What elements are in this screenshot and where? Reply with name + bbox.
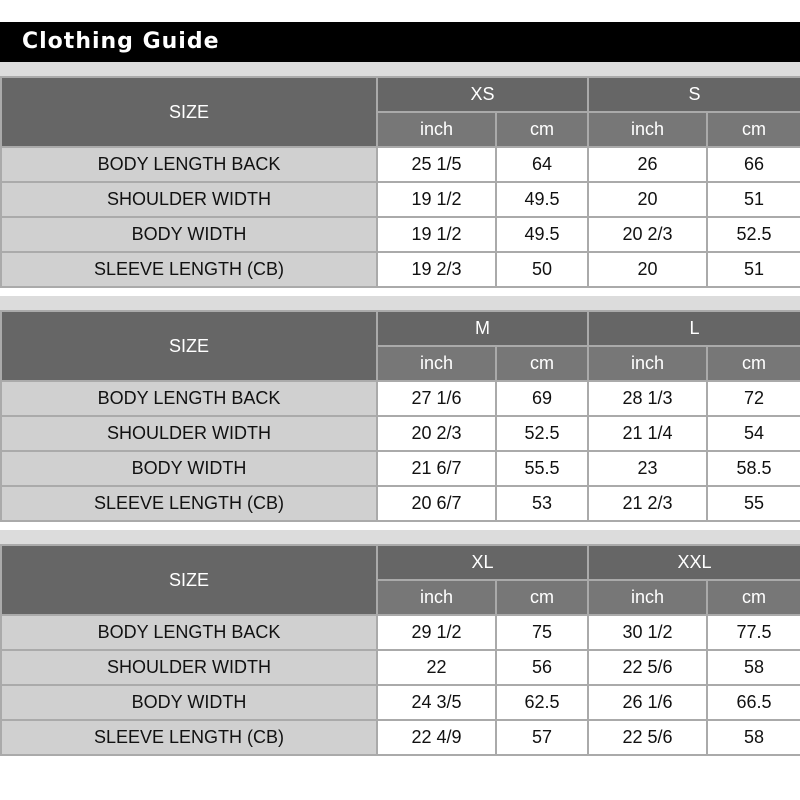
measurement-label: SHOULDER WIDTH bbox=[1, 416, 377, 451]
value-cm: 75 bbox=[496, 615, 588, 650]
size-header: SIZE bbox=[1, 311, 377, 381]
table-row bbox=[1, 182, 800, 217]
unit-inch-header: inch bbox=[588, 346, 707, 381]
value-inch: 29 1/2 bbox=[377, 615, 496, 650]
value-cm: 51 bbox=[707, 182, 800, 217]
value-inch: 25 1/5 bbox=[377, 147, 496, 182]
size-column-header: XS bbox=[377, 77, 588, 112]
value-inch: 20 2/3 bbox=[588, 217, 707, 252]
value-inch: 24 3/5 bbox=[377, 685, 496, 720]
value-inch: 28 1/3 bbox=[588, 381, 707, 416]
table-row bbox=[1, 252, 800, 287]
value-inch: 20 bbox=[588, 182, 707, 217]
value-inch: 30 1/2 bbox=[588, 615, 707, 650]
value-inch: 26 bbox=[588, 147, 707, 182]
measurement-label: BODY WIDTH bbox=[1, 217, 377, 252]
table-row bbox=[1, 720, 800, 755]
value-inch: 22 bbox=[377, 650, 496, 685]
value-cm: 58 bbox=[707, 650, 800, 685]
value-cm: 53 bbox=[496, 486, 588, 521]
size-table-block bbox=[0, 530, 800, 756]
value-inch: 19 1/2 bbox=[377, 217, 496, 252]
value-cm: 69 bbox=[496, 381, 588, 416]
value-cm: 57 bbox=[496, 720, 588, 755]
value-cm: 66.5 bbox=[707, 685, 800, 720]
value-cm: 66 bbox=[707, 147, 800, 182]
value-inch: 22 4/9 bbox=[377, 720, 496, 755]
table-row bbox=[1, 217, 800, 252]
header-row-sizes bbox=[1, 545, 800, 580]
measurement-label: BODY WIDTH bbox=[1, 451, 377, 486]
measurement-label: SHOULDER WIDTH bbox=[1, 650, 377, 685]
unit-cm-header: cm bbox=[707, 580, 800, 615]
size-column-header: L bbox=[588, 311, 800, 346]
header-row-sizes bbox=[1, 77, 800, 112]
value-cm: 55.5 bbox=[496, 451, 588, 486]
value-cm: 58.5 bbox=[707, 451, 800, 486]
value-inch: 20 6/7 bbox=[377, 486, 496, 521]
unit-cm-header: cm bbox=[496, 346, 588, 381]
measurement-label: SHOULDER WIDTH bbox=[1, 182, 377, 217]
unit-cm-header: cm bbox=[496, 580, 588, 615]
measurement-label: SLEEVE LENGTH (CB) bbox=[1, 252, 377, 287]
size-table bbox=[0, 310, 800, 522]
unit-cm-header: cm bbox=[496, 112, 588, 147]
size-header: SIZE bbox=[1, 77, 377, 147]
value-inch: 20 2/3 bbox=[377, 416, 496, 451]
size-table bbox=[0, 544, 800, 756]
value-inch: 22 5/6 bbox=[588, 720, 707, 755]
size-table-block bbox=[0, 62, 800, 288]
size-column-header: XXL bbox=[588, 545, 800, 580]
table-row bbox=[1, 685, 800, 720]
table-row bbox=[1, 451, 800, 486]
size-table-block bbox=[0, 296, 800, 522]
unit-inch-header: inch bbox=[588, 580, 707, 615]
table-row bbox=[1, 650, 800, 685]
value-cm: 55 bbox=[707, 486, 800, 521]
measurement-label: BODY LENGTH BACK bbox=[1, 147, 377, 182]
size-column-header: XL bbox=[377, 545, 588, 580]
header-row-sizes bbox=[1, 311, 800, 346]
measurement-label: SLEEVE LENGTH (CB) bbox=[1, 720, 377, 755]
value-inch: 21 2/3 bbox=[588, 486, 707, 521]
value-cm: 62.5 bbox=[496, 685, 588, 720]
value-cm: 58 bbox=[707, 720, 800, 755]
unit-inch-header: inch bbox=[588, 112, 707, 147]
value-cm: 52.5 bbox=[707, 217, 800, 252]
size-header: SIZE bbox=[1, 545, 377, 615]
value-inch: 20 bbox=[588, 252, 707, 287]
size-column-header: M bbox=[377, 311, 588, 346]
unit-cm-header: cm bbox=[707, 346, 800, 381]
unit-cm-header: cm bbox=[707, 112, 800, 147]
value-cm: 54 bbox=[707, 416, 800, 451]
value-inch: 26 1/6 bbox=[588, 685, 707, 720]
value-inch: 21 6/7 bbox=[377, 451, 496, 486]
page-title: Clothing Guide bbox=[0, 22, 800, 62]
value-cm: 52.5 bbox=[496, 416, 588, 451]
table-row bbox=[1, 486, 800, 521]
value-cm: 49.5 bbox=[496, 182, 588, 217]
measurement-label: BODY LENGTH BACK bbox=[1, 615, 377, 650]
size-table bbox=[0, 76, 800, 288]
value-cm: 56 bbox=[496, 650, 588, 685]
table-row bbox=[1, 381, 800, 416]
measurement-label: BODY WIDTH bbox=[1, 685, 377, 720]
value-cm: 72 bbox=[707, 381, 800, 416]
table-row bbox=[1, 147, 800, 182]
table-row bbox=[1, 416, 800, 451]
value-cm: 64 bbox=[496, 147, 588, 182]
size-column-header: S bbox=[588, 77, 800, 112]
value-inch: 19 1/2 bbox=[377, 182, 496, 217]
value-cm: 50 bbox=[496, 252, 588, 287]
unit-inch-header: inch bbox=[377, 346, 496, 381]
value-inch: 19 2/3 bbox=[377, 252, 496, 287]
value-cm: 49.5 bbox=[496, 217, 588, 252]
value-inch: 23 bbox=[588, 451, 707, 486]
table-row bbox=[1, 615, 800, 650]
unit-inch-header: inch bbox=[377, 112, 496, 147]
value-cm: 77.5 bbox=[707, 615, 800, 650]
unit-inch-header: inch bbox=[377, 580, 496, 615]
measurement-label: SLEEVE LENGTH (CB) bbox=[1, 486, 377, 521]
measurement-label: BODY LENGTH BACK bbox=[1, 381, 377, 416]
value-inch: 21 1/4 bbox=[588, 416, 707, 451]
value-cm: 51 bbox=[707, 252, 800, 287]
value-inch: 22 5/6 bbox=[588, 650, 707, 685]
value-inch: 27 1/6 bbox=[377, 381, 496, 416]
